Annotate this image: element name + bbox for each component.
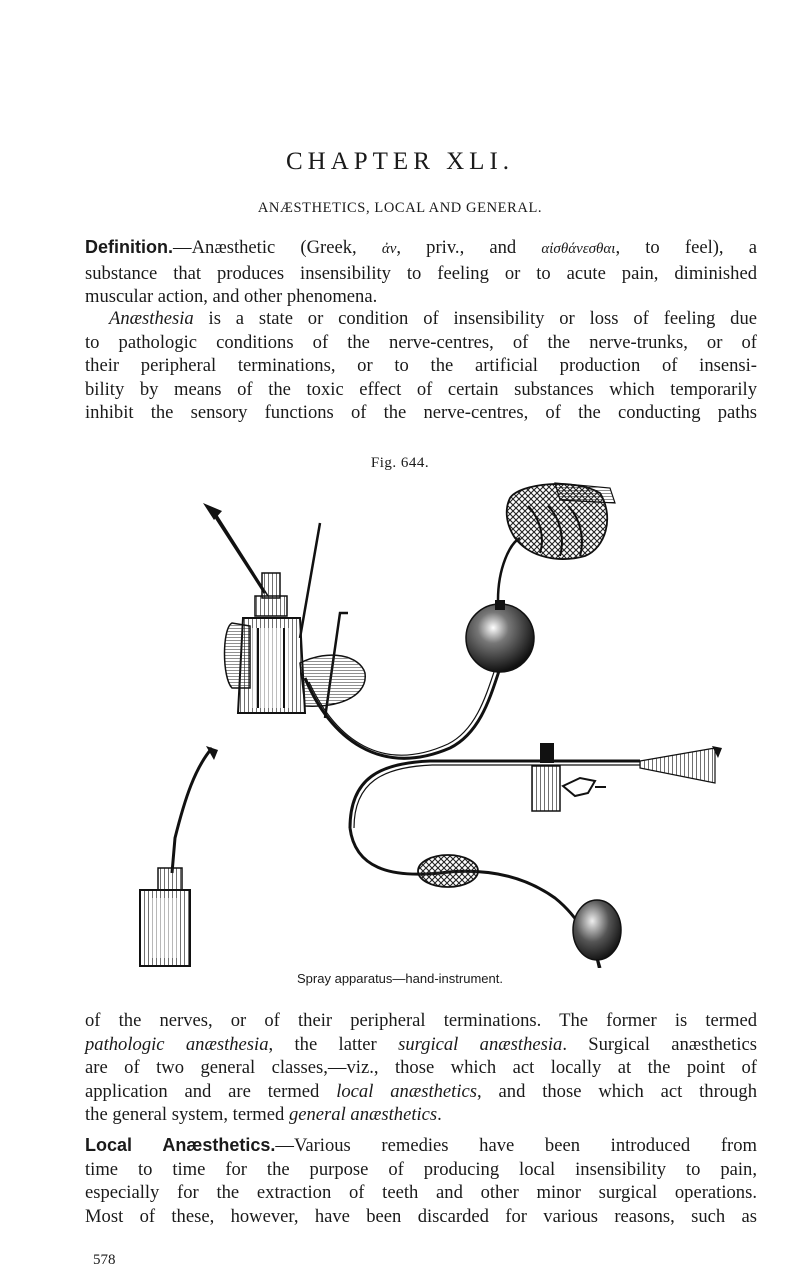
- italic-term: Anæsthesia: [109, 308, 194, 329]
- text-line: time to time for the purpose of producing local insensibility to pain,: [85, 1158, 757, 1180]
- text-run: , and those which act through: [477, 1080, 757, 1102]
- text-line: [85, 1134, 757, 1158]
- italic-term: general anæsthetics: [288, 1104, 438, 1125]
- definition-paragraph: [85, 236, 757, 309]
- text-line: to pathologic conditions of the nerve-centres, of the nerve-trunks, or of: [85, 331, 757, 353]
- anaesthesia-paragraph: [85, 307, 757, 425]
- text-line: especially for the extraction of teeth and other minor surgical operations.: [85, 1182, 757, 1203]
- text-line: their peripheral terminations, or to the artificial production of insensi-: [85, 355, 757, 376]
- italic-term: pathologic anæsthesia: [85, 1033, 269, 1055]
- text-run: . Surgical anæsthetics: [562, 1033, 757, 1055]
- text-run: application and are termed: [85, 1080, 337, 1102]
- greek-word: ἀν: [381, 241, 397, 257]
- lower-spray-assembly: [140, 743, 722, 968]
- section-title: ANÆSTHETICS, LOCAL AND GENERAL.: [257, 200, 543, 216]
- text-run: the general system, termed: [85, 1104, 289, 1125]
- text-run: —Anæsthetic (Greek,: [173, 237, 382, 258]
- upper-spray-assembly: [203, 483, 615, 758]
- text-line: are of two general classes,—viz., those which act locally at the point of: [85, 1057, 757, 1078]
- text-run: , priv., and: [396, 237, 542, 258]
- text-line: bility by means of the toxic effect of certain substances which temporarily: [85, 378, 757, 400]
- greek-word: αἰσθάνεσθαι: [541, 241, 616, 257]
- text-line: [85, 1033, 757, 1057]
- text-line: of the nerves, or of their peripheral terminations. The former is termed: [85, 1010, 757, 1031]
- text-run: , the latter: [268, 1033, 399, 1055]
- text-line: Most of these, however, have been discarded for various reasons, such as: [85, 1205, 757, 1227]
- text-run: is a state or condition of insensibility or loss of feeling due: [193, 308, 757, 329]
- text-line: [85, 1080, 757, 1104]
- page-number: 578: [93, 1252, 116, 1268]
- text-line: [85, 236, 757, 262]
- figure-label: Fig. 644.: [370, 455, 430, 471]
- definition-heading: Definition.: [85, 237, 173, 257]
- text-run: , to feel), a: [615, 237, 757, 258]
- text-line: substance that produces insensibility to feeling or to acute pain, diminished: [85, 262, 757, 284]
- spray-apparatus-illustration: [0, 478, 800, 968]
- italic-term: surgical anæsthesia: [398, 1033, 563, 1055]
- classification-paragraph: [85, 1009, 757, 1127]
- text-line: inhibit the sensory functions of the nerve-centres, of the conducting paths: [85, 402, 757, 423]
- text-run: .: [437, 1104, 442, 1125]
- chapter-title: CHAPTER XLI.: [285, 148, 515, 175]
- text-line: [85, 1103, 757, 1127]
- text-line: [85, 307, 757, 331]
- local-anaesthetics-paragraph: [85, 1134, 757, 1228]
- text-run: —Various remedies have been introduced from: [275, 1135, 757, 1156]
- italic-term: local anæsthetics: [336, 1080, 478, 1102]
- figure-caption: Spray apparatus—hand-instrument.: [297, 971, 503, 986]
- local-anaesthetics-heading: Local Anæsthetics.: [85, 1135, 276, 1155]
- text-line: muscular action, and other phenomena.: [85, 286, 378, 307]
